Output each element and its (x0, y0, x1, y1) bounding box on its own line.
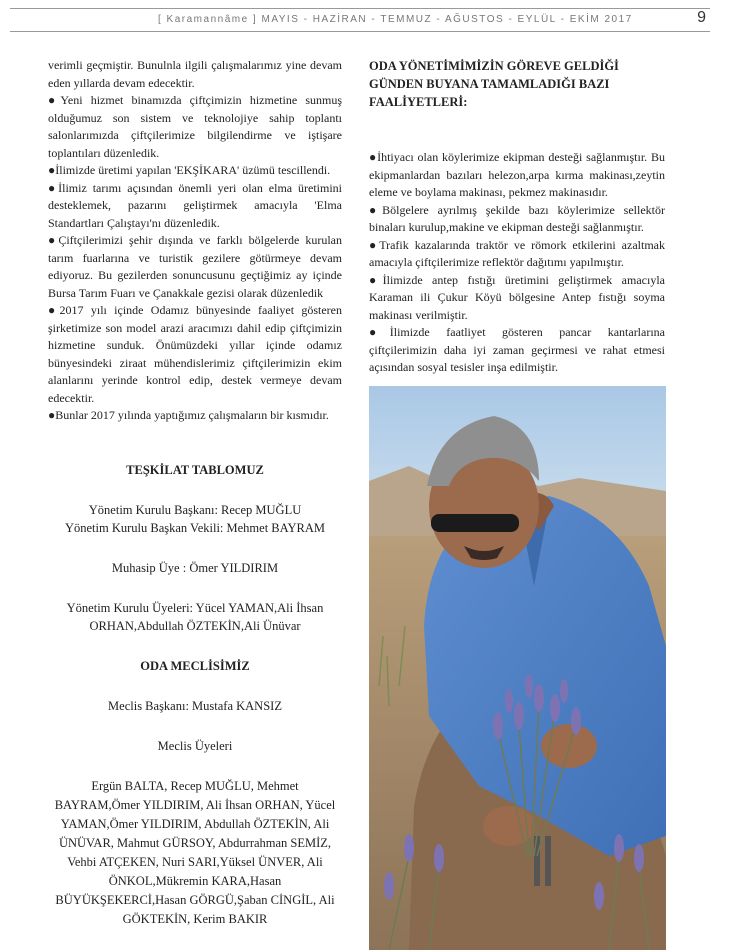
left-paragraph: ●İlimiz tarımı açısından önemli yeri olan elma üretimini desteklemek, pazarını geliştirmek amacıyla 'Elma Standartları Çalıştayı'nı düzenledik. (48, 180, 342, 230)
activity-item: ●İlimizde faatliyet gösteren pancar kantarlarına çiftçilerimizin daha iyi zaman geçirmesi ve rahat etmesi açısından sosyal tesisler inşa edilmiştir. (369, 325, 665, 374)
page-header (10, 8, 710, 32)
org-chart-title: TEŞKİLAT TABLOMUZ (126, 462, 264, 477)
lavender-harvest-photo (369, 386, 666, 950)
assembly-president: Meclis Başkanı: Mustafa KANSIZ (108, 698, 282, 713)
activity-item: ●Trafik kazalarında traktör ve römork etkilerini azaltmak amacıyla çiftçilerimize reflektör dağıtımı yapılmıştır. (369, 237, 665, 269)
left-paragraph: ●2017 yılı içinde Odamız bünyesinde faaliyet gösteren şirketimize son model arazi aracımızı dahil edip çiftçimizin hizmetine sunduk. Önümüzdeki yıllar içinde odamız bünyesindeki ziraat mühendislerimiz çiftçilerimizin ekim alanlarını yerinde kontrol edip, destek vermeye devam edecektir. (48, 303, 342, 405)
assembly-members-title: Meclis Üyeleri (157, 738, 233, 753)
left-paragraph: verimli geçmiştir. Bunulnla ilgili çalışmalarımız yine devam eden yıllarda devam edecektir. (48, 58, 342, 90)
activity-item: ●İlimizde antep fıstığı üretimini geliştirmek amacıyla Karaman ili Çukur Köyü bölgesine Antep fıstığı soyma makinası verilmiştir. (369, 272, 665, 322)
board-president: Yönetim Kurulu Başkanı: Recep MUĞLU (88, 502, 302, 517)
activity-item: ●İhtiyacı olan köylerimize ekipman desteği sağlanmıştır. Bu ekipmanlardan bazıları helezon,arpa kırma makinası,zeytin eleme ve boylama makinası, pekmez makinasıdır. (369, 150, 665, 199)
right-column (369, 57, 665, 377)
accountant-member: Muhasip Üye : Ömer YILDIRIM (111, 560, 279, 575)
left-paragraph: ●İlimizde üretimi yapılan 'EKŞİKARA' üzümü tescillendi. (48, 163, 331, 177)
left-paragraph: ●Çiftçilerimizi şehir dışında ve farklı bölgelerde kurulan tarım fuarlarına ve turistik gezilere götürmeye devam ediyoruz. Bu gezilerden sonuncusunu geçtiğimiz ay içinde Bursa Tarım Fuarı ve Çanakkale gezisi olarak düzenledik (48, 233, 342, 300)
board-members: Yönetim Kurulu Üyeleri: Yücel YAMAN,Ali İhsan ORHAN,Abdullah ÖZTEKİN,Ali Ünüvar (66, 600, 324, 633)
header-title: [ Karamannâme ] MAYIS - HAZİRAN - TEMMUZ - AĞUSTOS - EYLÜL - EKİM 2017 (158, 14, 633, 25)
activity-item: ●Bölgelere ayrılmış şekilde bazı köylerimize sellektör binaları kurulup,makine ve ekipman desteği sağlanmıştır. (369, 202, 665, 234)
page-number: 9 (697, 9, 706, 26)
activities-heading: ODA YÖNETİMİMİZİN GÖREVE GELDİĞİ GÜNDEN BUYANA TAMAMLADIĞI BAZI FAALİYETLERİ: (369, 59, 619, 109)
left-paragraph: ●Bunlar 2017 yılında yaptığımız çalışmaların bir kısmıdır. (48, 408, 329, 422)
left-paragraph: ●Yeni hizmet binamızda çiftçimizin hizmetine sunmuş olduğumuz son sistem ve teknolojiye sahip toplantı salonlarımızda çiftçilerimize bilgilendirme ve iştişare toplantıları düzenledik. (48, 93, 342, 160)
left-column (48, 57, 342, 929)
board-vice-president: Yönetim Kurulu Başkan Vekili: Mehmet BAYRAM (64, 520, 326, 535)
assembly-title: ODA MECLİSİMİZ (140, 658, 250, 673)
assembly-members: Ergün BALTA, Recep MUĞLU, Mehmet BAYRAM,Ömer YILDIRIM, Ali İhsan ORHAN, Yücel YAMAN,Ömer YILDIRIM, Abdullah ÖZTEKİN, Ali ÜNÜVAR, Mahmut GÜRSOY, Abdurrahman SEMİZ, Vehbi ATÇEKEN, Nuri SARI,Yüksel ÜNVER, Ali ÖNKOL,Mükremin KARA,Hasan BÜYÜKŞEKERCİ,Hasan GÖRGÜ,Şaban CİNGİL, Ali GÖKTEKİN, Kerim BAKIR (54, 778, 336, 926)
